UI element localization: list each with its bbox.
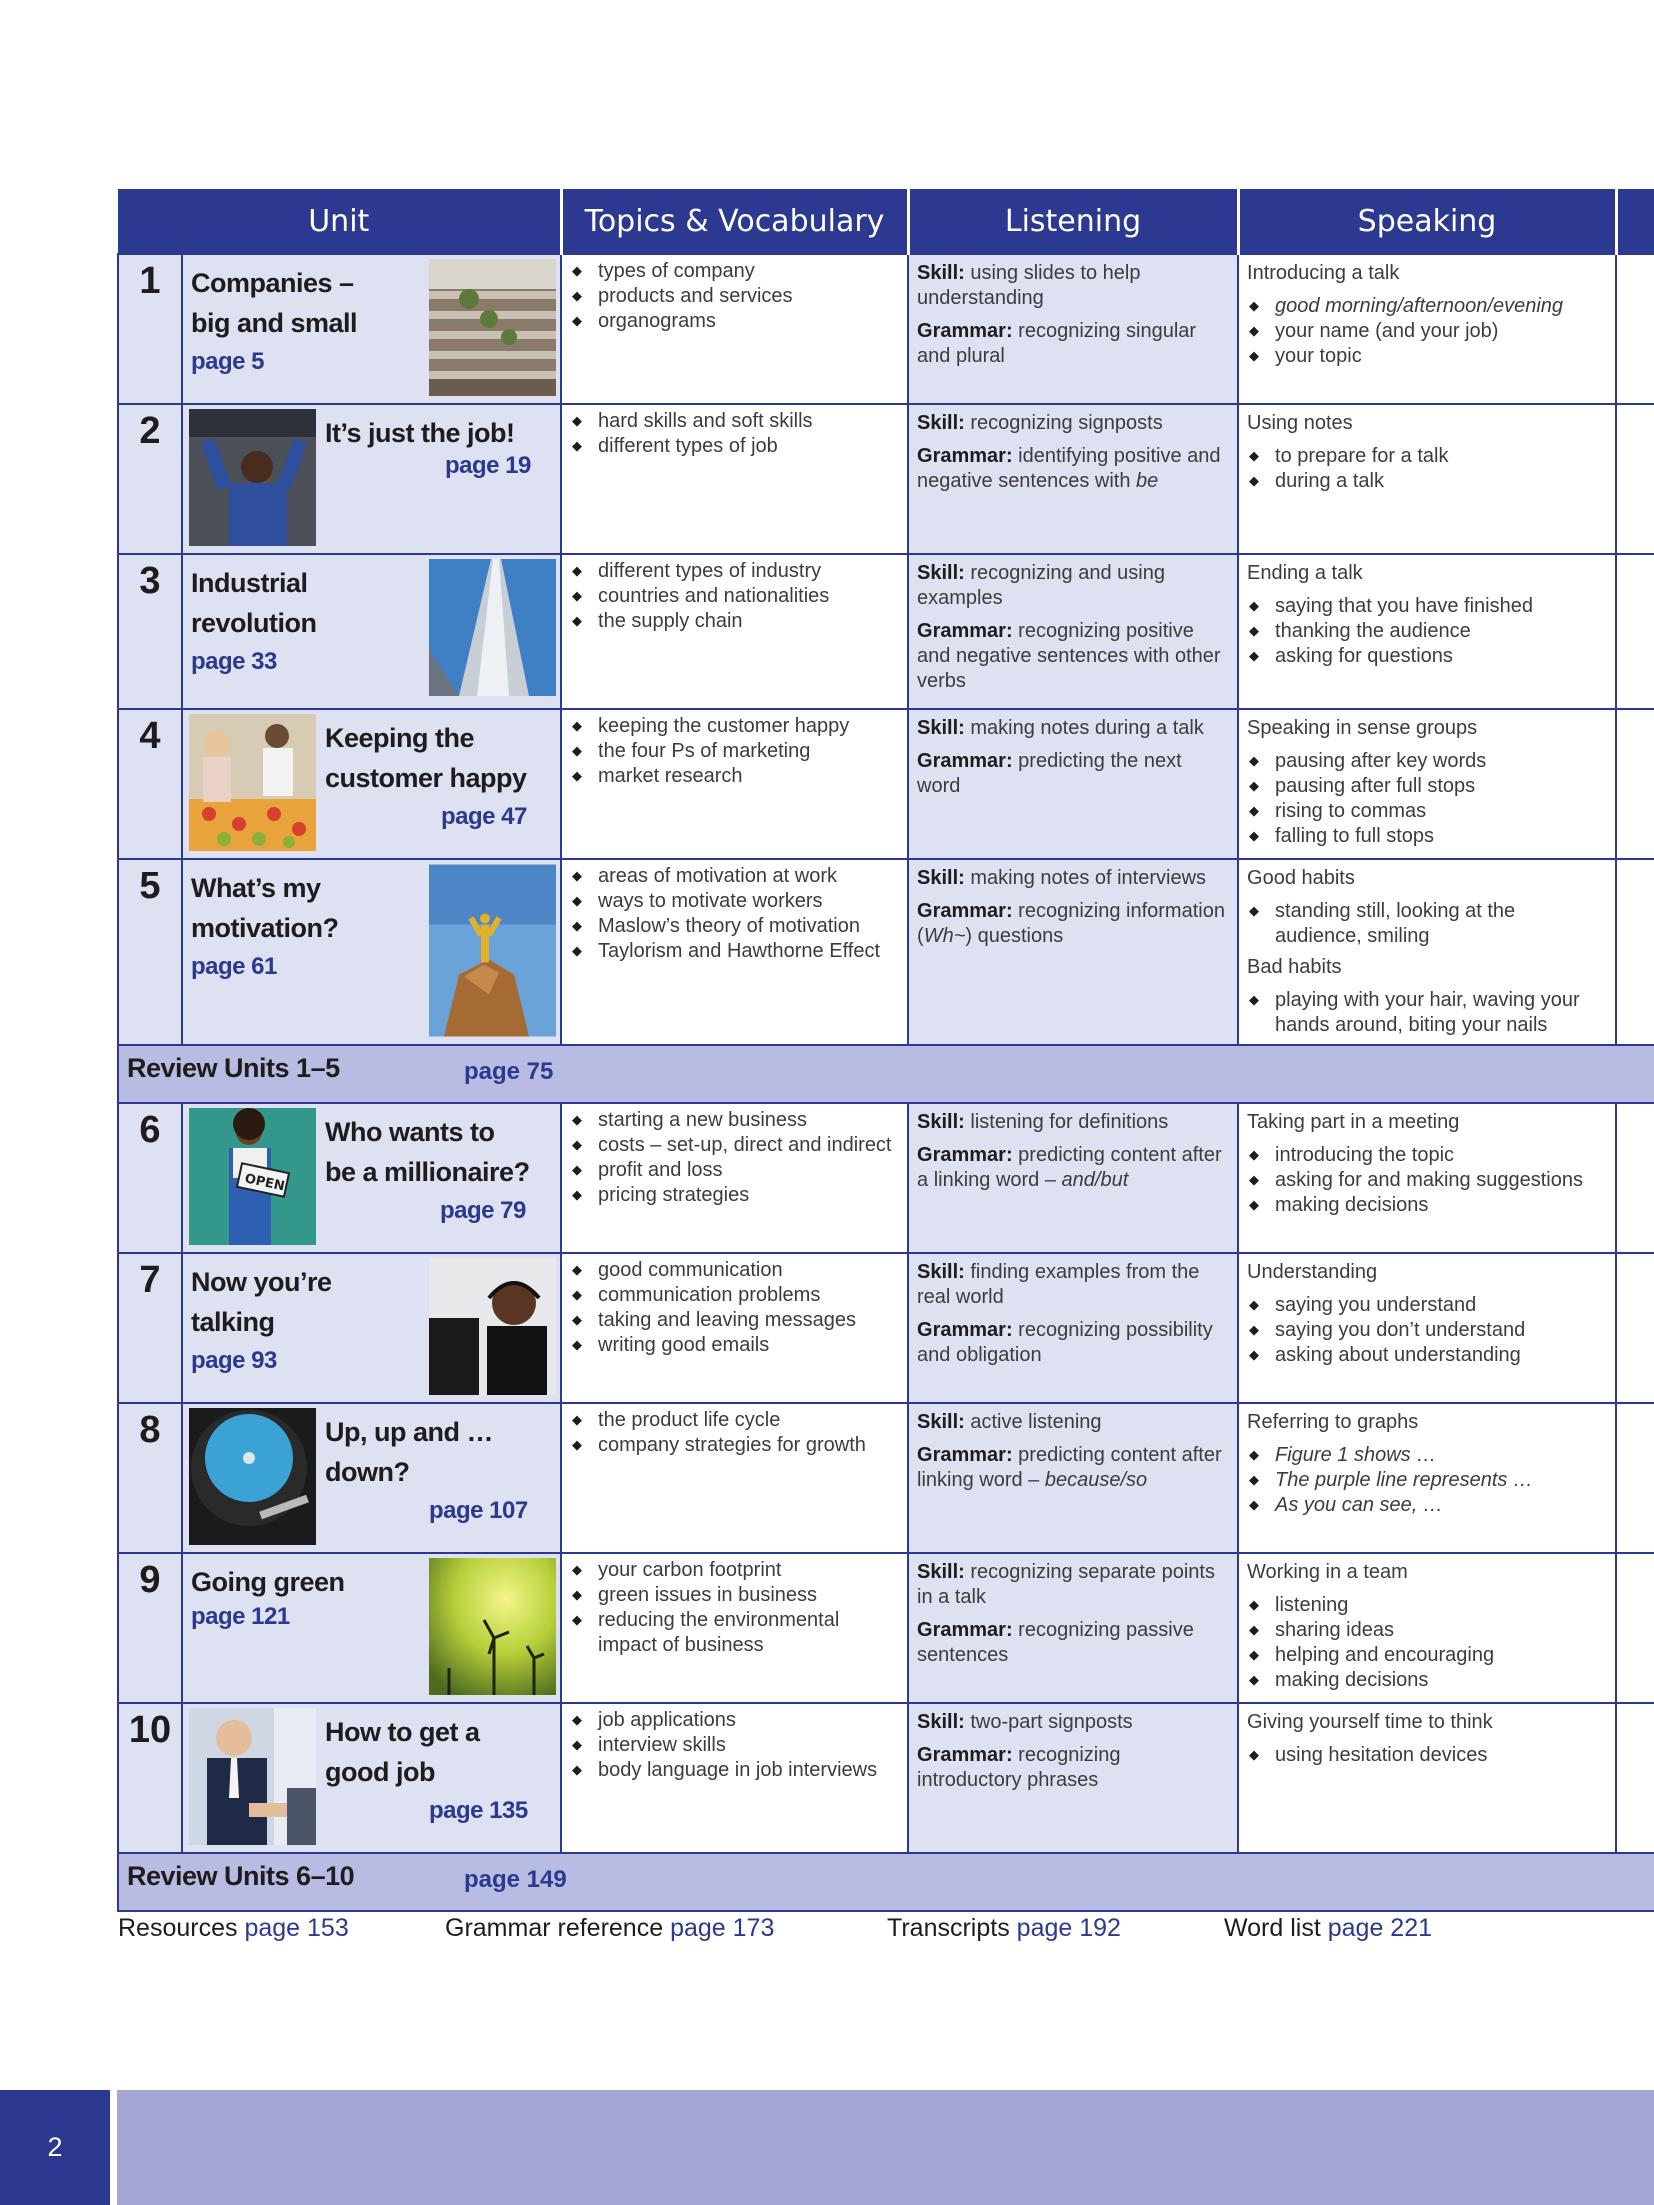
speaking-list — [1247, 1293, 1607, 1368]
list-item: ◆ countries and nationalities — [570, 584, 899, 609]
unit-title-line: Keeping the — [325, 723, 475, 753]
list-item: ◆ profit and loss — [570, 1158, 899, 1183]
speaking-heading: Ending a talk — [1247, 562, 1363, 584]
unit-row — [118, 1403, 1654, 1553]
unit-cell[interactable] — [182, 254, 561, 404]
list-item: ◆ your topic — [1247, 344, 1607, 369]
grammar-label: Grammar: — [917, 445, 1013, 467]
next-column-cell — [1616, 554, 1654, 709]
unit-row — [118, 1703, 1654, 1853]
unit-page-link[interactable]: page 47 — [441, 803, 527, 830]
skill-text: active listening — [964, 1411, 1102, 1433]
topics-cell — [561, 859, 908, 1045]
unit-title-line: revolution — [191, 608, 317, 638]
skill-label: Skill: — [917, 717, 965, 739]
review-row — [118, 1045, 1654, 1103]
listening-cell — [908, 554, 1238, 709]
list-item: ◆ products and services — [570, 284, 899, 309]
unit-title-line: Now you’re — [191, 1267, 332, 1297]
list-item: ◆ areas of motivation at work — [570, 864, 899, 889]
unit-title — [191, 263, 357, 343]
unit-title — [191, 1262, 332, 1342]
unit-photo — [189, 714, 316, 851]
list-item: ◆ the product life cycle — [570, 1408, 899, 1433]
skill-text: listening for definitions — [964, 1111, 1169, 1133]
skill-label: Skill: — [917, 1561, 965, 1583]
speaking-list — [1247, 294, 1607, 369]
list-item: ◆ falling to full stops — [1247, 824, 1607, 849]
unit-cell[interactable] — [182, 554, 561, 709]
grammar-text: recognizing information ( — [917, 900, 1225, 947]
list-item: ◆ to prepare for a talk — [1247, 444, 1607, 469]
topics-list — [570, 864, 899, 964]
topics-list — [570, 714, 899, 789]
unit-number: 4 — [118, 709, 182, 859]
unit-title-line: How to get a — [325, 1717, 480, 1747]
list-item: ◆ the supply chain — [570, 609, 899, 634]
list-item: ◆ Maslow’s theory of motivation — [570, 914, 899, 939]
grammar-line — [917, 749, 1229, 799]
skill-line — [917, 1110, 1229, 1135]
skill-text: using slides to help understanding — [917, 262, 1141, 309]
unit-row — [118, 1553, 1654, 1703]
svg-text:OPEN: OPEN — [243, 1171, 286, 1195]
grammar-line — [917, 899, 1229, 949]
list-item: ◆ listening — [1247, 1593, 1607, 1618]
grammar-line — [917, 619, 1229, 694]
unit-row — [118, 709, 1654, 859]
list-item: ◆ introducing the topic — [1247, 1143, 1607, 1168]
footer-grammar-reference[interactable]: Grammar reference page 173 — [445, 1914, 775, 1942]
unit-photo — [429, 864, 556, 1037]
unit-number: 7 — [118, 1253, 182, 1403]
list-item: ◆ using hesitation devices — [1247, 1743, 1607, 1768]
review-label: Review Units 6–10 — [127, 1861, 355, 1891]
listening-cell — [908, 1703, 1238, 1853]
skill-label: Skill: — [917, 562, 965, 584]
grammar-text: recognizing possibility and obligation — [917, 1319, 1213, 1366]
unit-page-link[interactable]: page 61 — [191, 953, 277, 980]
unit-title-line: Who wants to — [325, 1117, 495, 1147]
grammar-line — [917, 444, 1229, 494]
list-item: ◆ types of company — [570, 259, 899, 284]
list-item: ◆ saying you understand — [1247, 1293, 1607, 1318]
topics-list — [570, 409, 899, 459]
skill-text: making notes during a talk — [964, 717, 1204, 739]
list-item: ◆ pricing strategies — [570, 1183, 899, 1208]
list-item: ◆ pausing after full stops — [1247, 774, 1607, 799]
unit-cell[interactable] — [182, 1553, 561, 1703]
grammar-italic: be — [1136, 470, 1159, 492]
unit-cell[interactable] — [182, 709, 561, 859]
grammar-line — [917, 1143, 1229, 1193]
list-item: ◆ making decisions — [1247, 1668, 1607, 1693]
next-column-cell — [1616, 1253, 1654, 1403]
list-item: ◆ different types of job — [570, 434, 899, 459]
grammar-text: recognizing introductory phrases — [917, 1744, 1121, 1791]
topics-list — [570, 1708, 899, 1783]
speaking-heading: Introducing a talk — [1247, 262, 1400, 284]
unit-page-link[interactable]: page 135 — [429, 1797, 528, 1824]
list-item: ◆ asking for questions — [1247, 644, 1607, 669]
grammar-line — [917, 1743, 1229, 1793]
unit-title-line: Companies – — [191, 268, 354, 298]
unit-title-line: Industrial — [191, 568, 308, 598]
unit-row — [118, 859, 1654, 1045]
header-speaking: Speaking — [1238, 189, 1616, 254]
unit-cell[interactable] — [182, 1253, 561, 1403]
unit-number: 5 — [118, 859, 182, 1045]
grammar-label: Grammar: — [917, 1619, 1013, 1641]
list-item: ◆ rising to commas — [1247, 799, 1607, 824]
unit-row — [118, 404, 1654, 554]
unit-number: 2 — [118, 404, 182, 554]
unit-title-line: talking — [191, 1307, 275, 1337]
skill-label: Skill: — [917, 412, 965, 434]
grammar-text: recognizing singular and plural — [917, 320, 1197, 367]
list-item: ◆ the four Ps of marketing — [570, 739, 899, 764]
unit-row — [118, 554, 1654, 709]
list-item: ◆ communication problems — [570, 1283, 899, 1308]
unit-page-link[interactable]: page 19 — [445, 452, 531, 479]
list-item: ◆ Figure 1 shows … — [1247, 1443, 1607, 1468]
list-item: ◆ your name (and your job) — [1247, 319, 1607, 344]
unit-row — [118, 1253, 1654, 1403]
speaking-cell — [1238, 859, 1616, 1045]
grammar-text: recognizing positive and negative sentences with other verbs — [917, 620, 1221, 692]
unit-photo — [429, 1558, 556, 1695]
topics-list — [570, 1408, 899, 1458]
header-listening: Listening — [908, 189, 1238, 254]
topics-cell — [561, 709, 908, 859]
skill-label: Skill: — [917, 262, 965, 284]
grammar-text: predicting content after linking word – — [917, 1444, 1222, 1491]
unit-title-line: good job — [325, 1757, 435, 1787]
speaking-heading: Using notes — [1247, 412, 1353, 434]
unit-photo — [189, 1708, 316, 1845]
speaking-cell — [1238, 1103, 1616, 1253]
list-item: ◆ asking about understanding — [1247, 1343, 1607, 1368]
unit-title-line: big and small — [191, 308, 358, 338]
list-item: ◆ helping and encouraging — [1247, 1643, 1607, 1668]
unit-photo — [189, 409, 316, 546]
topics-cell — [561, 254, 908, 404]
grammar-text: predicting content after a linking word – — [917, 1144, 1222, 1191]
next-column-cell — [1616, 1703, 1654, 1853]
topics-cell — [561, 404, 908, 554]
grammar-text: identifying positive and negative sentences with — [917, 445, 1221, 492]
list-item: ◆ asking for and making suggestions — [1247, 1168, 1607, 1193]
skill-label: Skill: — [917, 1411, 965, 1433]
next-column-cell — [1616, 709, 1654, 859]
unit-page-link[interactable]: page 93 — [191, 1347, 277, 1374]
next-column-cell — [1616, 859, 1654, 1045]
unit-cell[interactable] — [182, 404, 561, 554]
list-item: ◆ interview skills — [570, 1733, 899, 1758]
topics-cell — [561, 1103, 908, 1253]
unit-page-link[interactable]: page 5 — [191, 348, 265, 375]
unit-cell[interactable] — [182, 1703, 561, 1853]
skill-label: Skill: — [917, 1111, 965, 1133]
unit-title-line: Up, up and … — [325, 1417, 493, 1447]
speaking-heading: Taking part in a meeting — [1247, 1111, 1460, 1133]
contents-table — [117, 189, 1654, 1912]
speaking-cell — [1238, 404, 1616, 554]
list-item: ◆ taking and leaving messages — [570, 1308, 899, 1333]
speaking-list — [1247, 1743, 1607, 1768]
skill-text: finding examples from the real world — [917, 1261, 1200, 1308]
skill-label: Skill: — [917, 1261, 965, 1283]
list-item: ◆ As you can see, … — [1247, 1493, 1607, 1518]
list-item: ◆ ways to motivate workers — [570, 889, 899, 914]
speaking-list — [1247, 749, 1607, 849]
page-number: 2 — [0, 2090, 110, 2205]
list-item: ◆ good communication — [570, 1258, 899, 1283]
unit-title-line: motivation? — [191, 913, 339, 943]
review-row — [118, 1853, 1654, 1911]
topics-cell — [561, 1403, 908, 1553]
footer-word-list[interactable]: Word list page 221 — [1224, 1914, 1433, 1942]
list-item: ◆ body language in job interviews — [570, 1758, 899, 1783]
list-item: ◆ reducing the environmental impact of business — [570, 1608, 899, 1658]
list-item: ◆ keeping the customer happy — [570, 714, 899, 739]
list-item: ◆ saying you don’t understand — [1247, 1318, 1607, 1343]
unit-number: 3 — [118, 554, 182, 709]
skill-text: recognizing signposts — [964, 412, 1163, 434]
topics-cell — [561, 1253, 908, 1403]
unit-page-link[interactable]: page 107 — [429, 1497, 528, 1524]
unit-page-link[interactable]: page 33 — [191, 648, 277, 675]
speaking-cell — [1238, 1553, 1616, 1703]
unit-title — [325, 718, 527, 798]
speaking-heading: Giving yourself time to think — [1247, 1711, 1493, 1733]
list-item: ◆ different types of industry — [570, 559, 899, 584]
speaking-cell — [1238, 254, 1616, 404]
listening-cell — [908, 404, 1238, 554]
list-item: ◆ company strategies for growth — [570, 1433, 899, 1458]
unit-title-line: down? — [325, 1457, 410, 1487]
grammar-label: Grammar: — [917, 1319, 1013, 1341]
unit-title-line: What’s my — [191, 873, 321, 903]
grammar-line — [917, 1443, 1229, 1493]
unit-photo — [429, 1258, 556, 1395]
speaking-cell — [1238, 1403, 1616, 1553]
next-column-cell — [1616, 254, 1654, 404]
unit-photo — [429, 259, 556, 396]
grammar-label: Grammar: — [917, 320, 1013, 342]
header-topics: Topics & Vocabulary — [561, 189, 908, 254]
grammar-line — [917, 1318, 1229, 1368]
speaking-list — [1247, 1443, 1607, 1518]
unit-title — [325, 1412, 493, 1492]
skill-line — [917, 261, 1229, 311]
topics-cell — [561, 1553, 908, 1703]
grammar-italic: Wh~ — [923, 925, 966, 947]
speaking-cell — [1238, 1703, 1616, 1853]
unit-row — [118, 1103, 1654, 1253]
next-column-cell — [1616, 1103, 1654, 1253]
speaking-list — [1247, 899, 1607, 949]
grammar-label: Grammar: — [917, 620, 1013, 642]
unit-number: 9 — [118, 1553, 182, 1703]
header-unit: Unit — [118, 189, 561, 254]
unit-photo — [429, 559, 556, 696]
grammar-text: predicting the next word — [917, 750, 1182, 797]
unit-photo — [189, 1108, 316, 1245]
unit-cell[interactable] — [182, 859, 561, 1045]
skill-line — [917, 411, 1229, 436]
footer-resources[interactable]: Resources page 153 — [118, 1914, 349, 1942]
list-item: ◆ saying that you have finished — [1247, 594, 1607, 619]
unit-photo — [189, 1408, 316, 1545]
unit-number: 10 — [118, 1703, 182, 1853]
bottom-bar — [117, 2090, 1654, 2205]
review-page-link[interactable]: page 75 — [464, 1058, 554, 1085]
grammar-line — [917, 1618, 1229, 1668]
grammar-line — [917, 319, 1229, 369]
listening-cell — [908, 859, 1238, 1045]
unit-row — [118, 254, 1654, 404]
unit-page-link[interactable]: page 121 — [191, 1603, 290, 1630]
speaking-cell — [1238, 1253, 1616, 1403]
unit-title-line: customer happy — [325, 763, 527, 793]
speaking-cell — [1238, 709, 1616, 859]
unit-page-link[interactable]: page 79 — [440, 1197, 526, 1224]
skill-line — [917, 716, 1229, 741]
unit-title-line: be a millionaire? — [325, 1157, 530, 1187]
review-label: Review Units 1–5 — [127, 1053, 340, 1083]
list-item: ◆ job applications — [570, 1708, 899, 1733]
skill-label: Skill: — [917, 867, 965, 889]
grammar-italic: and/but — [1061, 1169, 1129, 1191]
unit-number: 1 — [118, 254, 182, 404]
unit-title — [325, 413, 515, 453]
footer-transcripts[interactable]: Transcripts page 192 — [887, 1914, 1121, 1942]
unit-title — [191, 1562, 345, 1602]
list-item: ◆ market research — [570, 764, 899, 789]
list-item: ◆ pausing after key words — [1247, 749, 1607, 774]
next-column-cell — [1616, 1553, 1654, 1703]
list-item: ◆ sharing ideas — [1247, 1618, 1607, 1643]
skill-line — [917, 561, 1229, 611]
unit-title-line: It’s just the job! — [325, 418, 515, 448]
unit-title — [325, 1112, 530, 1192]
speaking-heading: Speaking in sense groups — [1247, 717, 1478, 739]
list-item: ◆ standing still, looking at the audience, smiling — [1247, 899, 1607, 949]
speaking-list — [1247, 988, 1607, 1038]
topics-list — [570, 1258, 899, 1358]
grammar-label: Grammar: — [917, 750, 1013, 772]
unit-number: 8 — [118, 1403, 182, 1553]
list-item: ◆ organograms — [570, 309, 899, 334]
list-item: ◆ costs – set-up, direct and indirect — [570, 1133, 899, 1158]
skill-line — [917, 1410, 1229, 1435]
skill-line — [917, 866, 1229, 891]
speaking-heading: Working in a team — [1247, 1561, 1408, 1583]
grammar-label: Grammar: — [917, 1744, 1013, 1766]
skill-line — [917, 1260, 1229, 1310]
grammar-end: ) questions — [965, 925, 1064, 947]
unit-title — [191, 868, 339, 948]
speaking-list — [1247, 594, 1607, 669]
listening-cell — [908, 1553, 1238, 1703]
topics-list — [570, 1108, 899, 1208]
unit-title-line: Going green — [191, 1567, 345, 1597]
list-item: ◆ making decisions — [1247, 1193, 1607, 1218]
list-item: ◆ thanking the audience — [1247, 619, 1607, 644]
unit-number: 6 — [118, 1103, 182, 1253]
list-item: ◆ The purple line represents … — [1247, 1468, 1607, 1493]
list-item: ◆ your carbon footprint — [570, 1558, 899, 1583]
skill-text: making notes of interviews — [964, 867, 1207, 889]
list-item: ◆ hard skills and soft skills — [570, 409, 899, 434]
listening-cell — [908, 1253, 1238, 1403]
listening-cell — [908, 1103, 1238, 1253]
grammar-label: Grammar: — [917, 1444, 1013, 1466]
listening-cell — [908, 1403, 1238, 1553]
speaking-list — [1247, 1143, 1607, 1218]
review-page-link[interactable]: page 149 — [464, 1866, 567, 1893]
topics-cell — [561, 554, 908, 709]
skill-label: Skill: — [917, 1711, 965, 1733]
topics-list — [570, 259, 899, 334]
grammar-text: recognizing passive sentences — [917, 1619, 1194, 1666]
list-item: ◆ during a talk — [1247, 469, 1607, 494]
unit-title — [325, 1712, 480, 1792]
speaking-heading: Referring to graphs — [1247, 1411, 1419, 1433]
grammar-label: Grammar: — [917, 900, 1013, 922]
topics-list — [570, 1558, 899, 1658]
speaking-heading: Understanding — [1247, 1261, 1378, 1283]
list-item: ◆ good morning/afternoon/evening — [1247, 294, 1607, 319]
speaking-list — [1247, 444, 1607, 494]
skill-text: recognizing and using examples — [917, 562, 1165, 609]
speaking-cell — [1238, 554, 1616, 709]
skill-text: recognizing separate points in a talk — [917, 1561, 1215, 1608]
speaking-heading: Good habits — [1247, 867, 1355, 889]
list-item: ◆ starting a new business — [570, 1108, 899, 1133]
unit-title — [191, 563, 317, 643]
listening-cell — [908, 709, 1238, 859]
skill-line — [917, 1710, 1229, 1735]
next-column-cell — [1616, 1403, 1654, 1553]
speaking-heading: Bad habits — [1247, 956, 1342, 978]
grammar-italic: because/so — [1044, 1469, 1148, 1491]
topics-list — [570, 559, 899, 634]
skill-line — [917, 1560, 1229, 1610]
next-column-cell — [1616, 404, 1654, 554]
list-item: ◆ green issues in business — [570, 1583, 899, 1608]
skill-text: two-part signposts — [964, 1711, 1133, 1733]
unit-cell[interactable] — [182, 1403, 561, 1553]
speaking-list — [1247, 1593, 1607, 1693]
list-item: ◆ writing good emails — [570, 1333, 899, 1358]
listening-cell — [908, 254, 1238, 404]
grammar-label: Grammar: — [917, 1144, 1013, 1166]
unit-cell[interactable] — [182, 1103, 561, 1253]
list-item: ◆ playing with your hair, waving your hands around, biting your nails — [1247, 988, 1607, 1038]
list-item: ◆ Taylorism and Hawthorne Effect — [570, 939, 899, 964]
topics-cell — [561, 1703, 908, 1853]
header-next-column — [1616, 189, 1654, 254]
